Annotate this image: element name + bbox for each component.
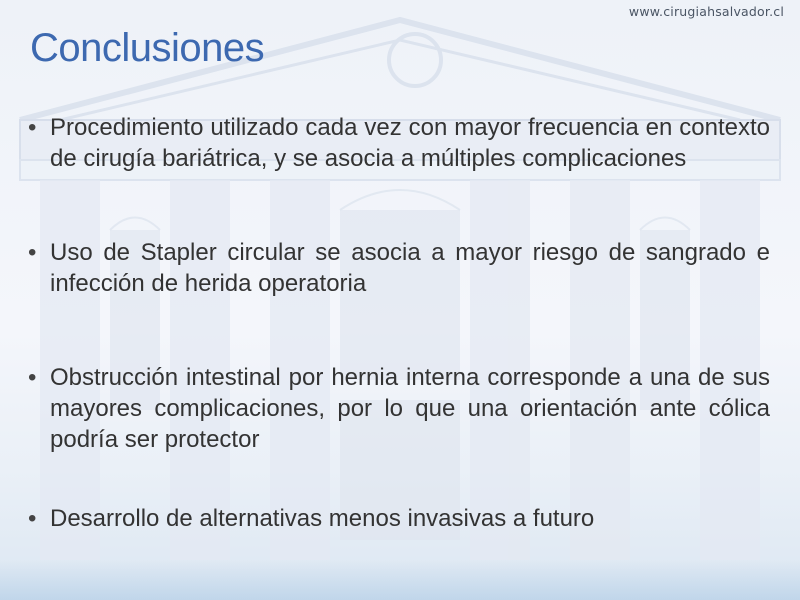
bottom-gradient-band (0, 560, 800, 600)
bullet-list (28, 112, 770, 534)
bullet-text: Uso de Stapler circular se asocia a mayor riesgo de sangrado e infección de herida operatoria (50, 239, 770, 297)
bullet-item (28, 362, 770, 455)
bullet-dot: • (28, 364, 37, 391)
bullet-text: Desarrollo de alternativas menos invasivas a futuro (50, 505, 595, 532)
bullet-dot: • (28, 505, 37, 532)
bullet-text: Obstrucción intestinal por hernia interna corresponde a una de sus mayores complicaciones, por lo que una orientación ante cólica podría ser protector (50, 364, 770, 453)
bullet-text: Procedimiento utilizado cada vez con mayor frecuencia en contexto de cirugía bariátrica, y se asocia a múltiples complicaciones (50, 114, 770, 172)
slide-title: Conclusiones (30, 26, 265, 70)
bullet-item (28, 503, 770, 534)
bullet-item (28, 112, 770, 174)
bullet-dot: • (28, 239, 37, 266)
bullet-dot: • (28, 114, 37, 141)
website-url: www.cirugiahsalvador.cl (628, 4, 784, 19)
bullet-item (28, 237, 770, 299)
